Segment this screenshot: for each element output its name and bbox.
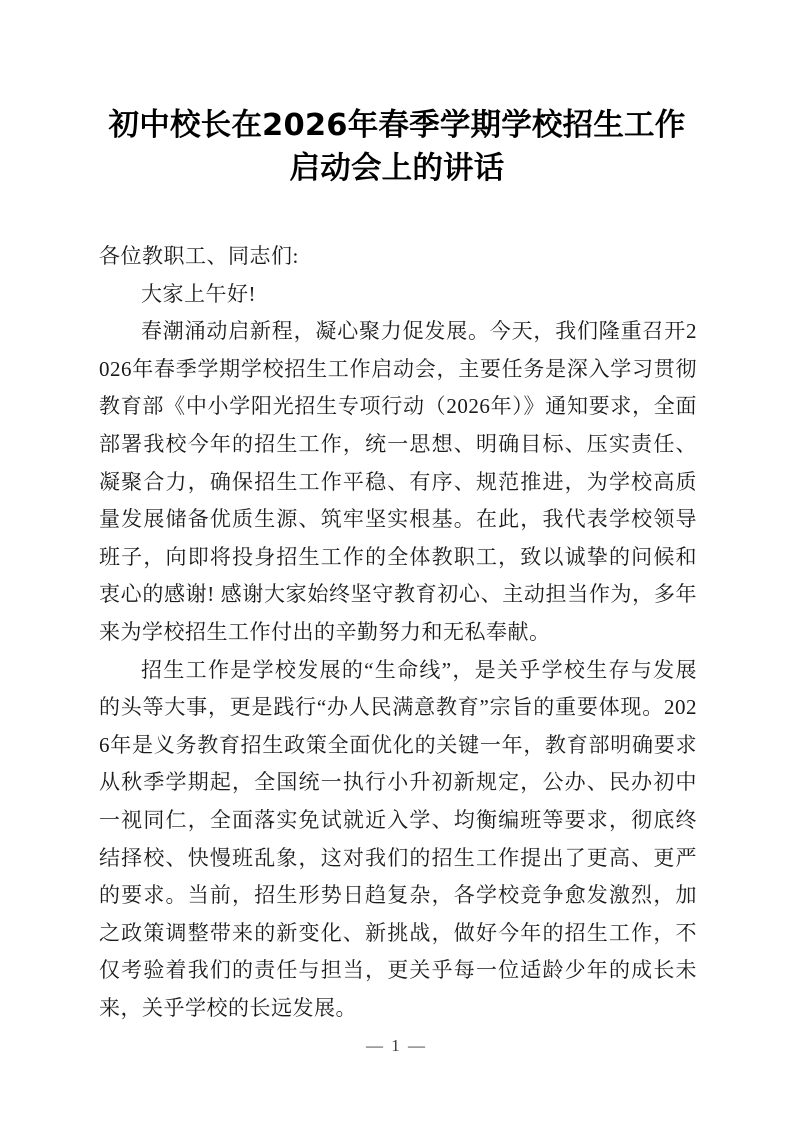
paragraph-salutation: 各位教职工、同志们: xyxy=(99,244,299,268)
page-title-line-2: 启动会上的讲话 xyxy=(289,151,505,186)
page-number-footer: — 1 — xyxy=(366,1036,427,1055)
paragraph-greeting: 大家上午好! xyxy=(141,281,256,306)
document-body xyxy=(99,238,697,1027)
page-title xyxy=(99,104,695,190)
paragraph-significance-of-enrollment: 招生工作是学校发展的“生命线”，是关乎学校生存与发展的头等大事，更是践行“办人民满意教育”宗旨的重要体现。2026年是义务教育招生政策全面优化的关键一年，教育部明确要求从秋季学期起，全国统一执行小升初新规定，公办、民办初中一视同仁，全面落实免试就近入学、均衡编班等要求，彻底终结择校、快慢班乱象，这对我们的招生工作提出了更高、更严的要求。当前，招生形势日趋复杂，各学校竞争愈发激烈，加之政策调整带来的新变化、新挑战，做好今年的招生工作，不仅考验着我们的责任与担当，更关乎每一位适龄少年的成长未来，关乎学校的长远发展。 xyxy=(99,657,697,1020)
page-title-line-1: 初中校长在2026年春季学期学校招生工作 xyxy=(108,108,686,143)
paragraph-opening-remarks: 春潮涌动启新程，凝心聚力促发展。今天，我们隆重召开2026年春季学期学校招生工作启动会，主要任务是深入学习贯彻教育部《中小学阳光招生专项行动（2026年）》通知要求，全面部署我校今年的招生工作，统一思想、明确目标、压实责任、凝聚合力，确保招生工作平稳、有序、规范推进，为学校高质量发展储备优质生源、筑牢坚实根基。在此，我代表学校领导班子，向即将投身招生工作的全体教职工，致以诚挚的问候和衷心的感谢! 感谢大家始终坚守教育初心、主动担当作为，多年来为学校招生工作付出的辛勤努力和无私奉献。 xyxy=(99,319,697,644)
